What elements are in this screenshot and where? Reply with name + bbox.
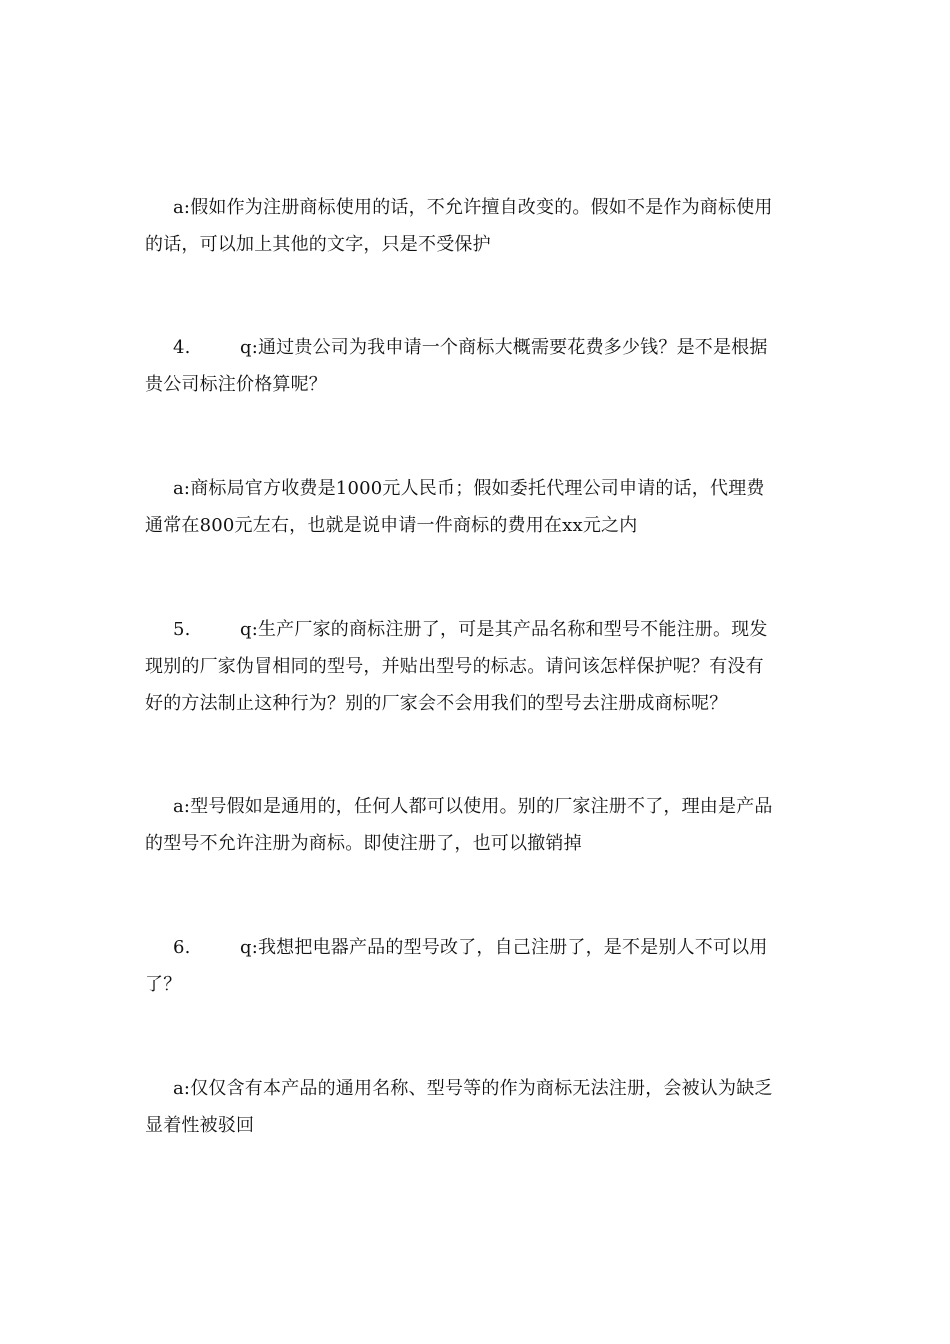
question-number: 4. — [173, 337, 191, 358]
answer-paragraph — [145, 788, 810, 862]
question-number: 5. — [173, 619, 191, 640]
question-number: 6. — [173, 937, 191, 958]
answer-paragraph — [145, 470, 810, 544]
paragraph-line: q:通过贵公司为我申请一个商标大概需要花费多少钱？是不是根据 — [240, 337, 768, 358]
paragraph-line: 显着性被驳回 — [145, 1115, 255, 1136]
paragraph-line: 好的方法制止这种行为？别的厂家会不会用我们的型号去注册成商标呢？ — [145, 693, 728, 714]
paragraph-line: 了？ — [145, 974, 182, 995]
paragraph-line: 的型号不允许注册为商标。即使注册了，也可以撤销掉 — [145, 833, 582, 854]
question-paragraph — [145, 929, 810, 1003]
question-paragraph — [145, 611, 810, 722]
paragraph-line: 的话，可以加上其他的文字，只是不受保护 — [145, 234, 491, 255]
paragraph-line: a:假如作为注册商标使用的话，不允许擅自改变的。假如不是作为商标使用 — [173, 197, 773, 218]
answer-paragraph — [145, 1070, 810, 1144]
paragraph-line: a:型号假如是通用的，任何人都可以使用。别的厂家注册不了，理由是产品 — [173, 796, 773, 817]
paragraph-line: a:商标局官方收费是1000元人民币；假如委托代理公司申请的话，代理费 — [173, 478, 765, 499]
paragraph-line: q:生产厂家的商标注册了，可是其产品名称和型号不能注册。现发 — [240, 619, 768, 640]
answer-paragraph — [145, 189, 810, 263]
paragraph-line: 通常在800元左右，也就是说申请一件商标的费用在xx元之内 — [145, 515, 638, 536]
paragraph-line: 贵公司标注价格算呢？ — [145, 374, 327, 395]
paragraph-line: 现别的厂家伪冒相同的型号，并贴出型号的标志。请问该怎样保护呢？有没有 — [145, 656, 764, 677]
question-paragraph — [145, 329, 810, 403]
paragraph-line: a:仅仅含有本产品的通用名称、型号等的作为商标无法注册，会被认为缺乏 — [173, 1078, 773, 1099]
paragraph-line: q:我想把电器产品的型号改了，自己注册了，是不是别人不可以用 — [240, 937, 768, 958]
